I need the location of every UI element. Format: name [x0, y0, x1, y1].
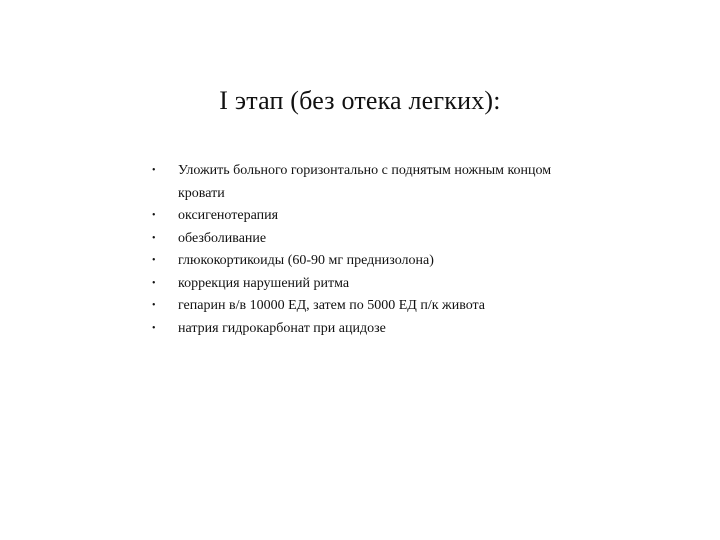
slide-title: I этап (без отека легких): [219, 86, 501, 115]
list-item-text: натрия гидрокарбонат при ацидозе [178, 320, 386, 336]
bullet-icon: • [152, 210, 156, 221]
list-item [148, 318, 568, 341]
bullet-icon: • [152, 277, 156, 289]
list-item-text: глюкокортикоиды (60-90 мг преднизолона) [178, 253, 434, 268]
list-item-text: гепарин в/в 10000 ЕД, затем по 5000 ЕД п/к живота [178, 298, 486, 313]
list-item [148, 228, 568, 251]
bullet-icon: • [152, 300, 156, 311]
list-item [148, 273, 568, 296]
list-item [148, 160, 568, 205]
bullet-icon: • [152, 232, 156, 244]
list-item-text: обезболивание [178, 230, 267, 246]
bullet-list [148, 160, 568, 340]
list-item [148, 295, 568, 318]
bullet-icon: • [152, 165, 156, 176]
list-item-text: Уложить больного горизонтально с поднятым ножным концом кровати [178, 163, 552, 201]
bullet-icon: • [152, 322, 156, 334]
list-item [148, 205, 568, 228]
list-item [148, 250, 568, 273]
list-item-text: оксигенотерапия [178, 208, 279, 223]
list-item-text: коррекция нарушений ритма [178, 275, 350, 291]
bullet-icon: • [152, 255, 156, 266]
